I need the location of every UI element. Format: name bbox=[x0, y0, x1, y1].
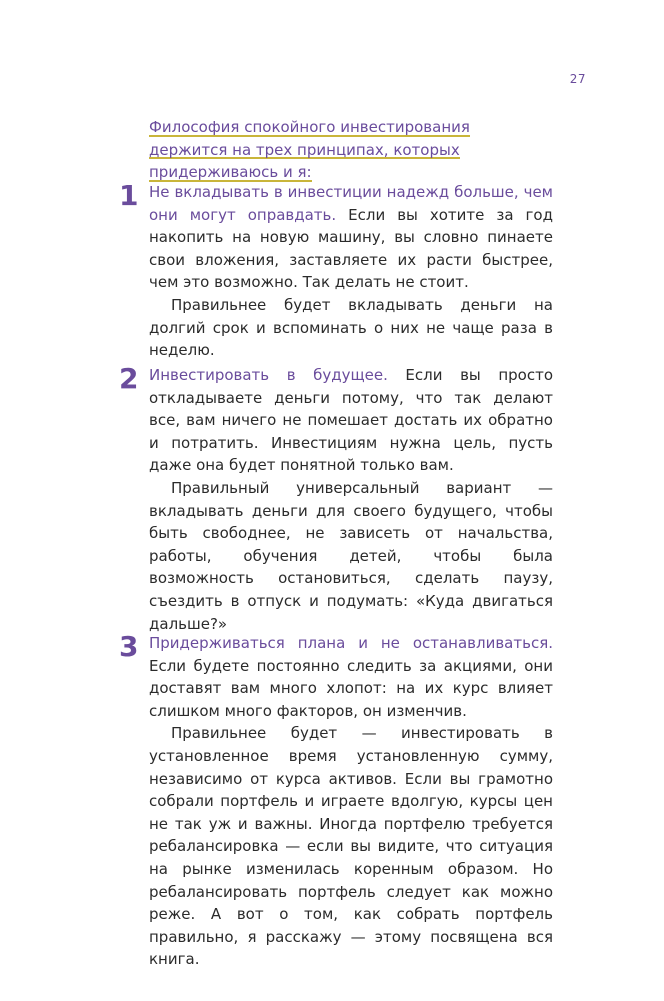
principle-number: 3 bbox=[119, 630, 139, 663]
intro-text: Философия спокойного инвестирования держится на трех принципах, которых придерживаюсь и я: bbox=[149, 118, 470, 181]
principle-number: 1 bbox=[119, 179, 139, 212]
principle-advice: Правильный универсальный вариант — вкладывать деньги для своего будущего, чтобы быть свободнее, не зависеть от начальства, работы, обучения детей, чтобы была возможность остановиться, сделать паузу, съездить в отпуск и подумать: «Куда двигаться дальше?» bbox=[149, 478, 553, 633]
principle-text: Если будете постоянно следить за акциями, они доставят вам много хлопот: на их курс влияет слишком много факторов, он изменчив. bbox=[149, 656, 553, 720]
principle-advice: Правильнее будет вкладывать деньги на долгий срок и вспоминать о них не чаще раза в неделю. bbox=[149, 295, 553, 360]
principle-text: Если вы просто откладываете деньги потому, что так делают все, вам ничего не помешает достать их обратно и потратить. Инвестициям нужна цель, пусть даже она будет понятной только вам. bbox=[149, 366, 553, 475]
principle-number: 2 bbox=[119, 362, 139, 395]
principle-body bbox=[149, 181, 553, 362]
principle-lead: Не вкладывать в инвестиции надежд больше, чем они могут оправдать. bbox=[149, 183, 553, 224]
principle-lead: Придерживаться плана и не останавливаться. bbox=[149, 634, 553, 652]
principle-body bbox=[149, 364, 553, 635]
principle-paragraph bbox=[149, 181, 553, 294]
principle-lead: Инвестировать в будущее. bbox=[149, 366, 388, 384]
principle-body bbox=[149, 632, 553, 971]
principle-advice: Правильнее будет — инвестировать в установленное время установленную сумму, независимо от курса активов. Если вы грамотно собрали портфель и играете вдолгую, курсы цен не так уж и важны. Иногда портфелю требуется ребалансировка — если вы видите, что ситуация на рынке изменилась коренным образом. Но ребалансировать портфель следует как можно реже. А вот о том, как собрать портфель правильно, я расскажу — этому посвящена вся книга. bbox=[149, 724, 553, 969]
intro-paragraph bbox=[149, 116, 553, 184]
principle-paragraph bbox=[149, 364, 553, 477]
principle-paragraph bbox=[149, 632, 553, 722]
page-number: 27 bbox=[569, 72, 586, 86]
principle-text: Если вы хотите за год накопить на новую машину, вы словно пинаете свои вложения, заставляете их расти быстрее, чем это возможно. Так делать не стоит. bbox=[149, 205, 553, 292]
